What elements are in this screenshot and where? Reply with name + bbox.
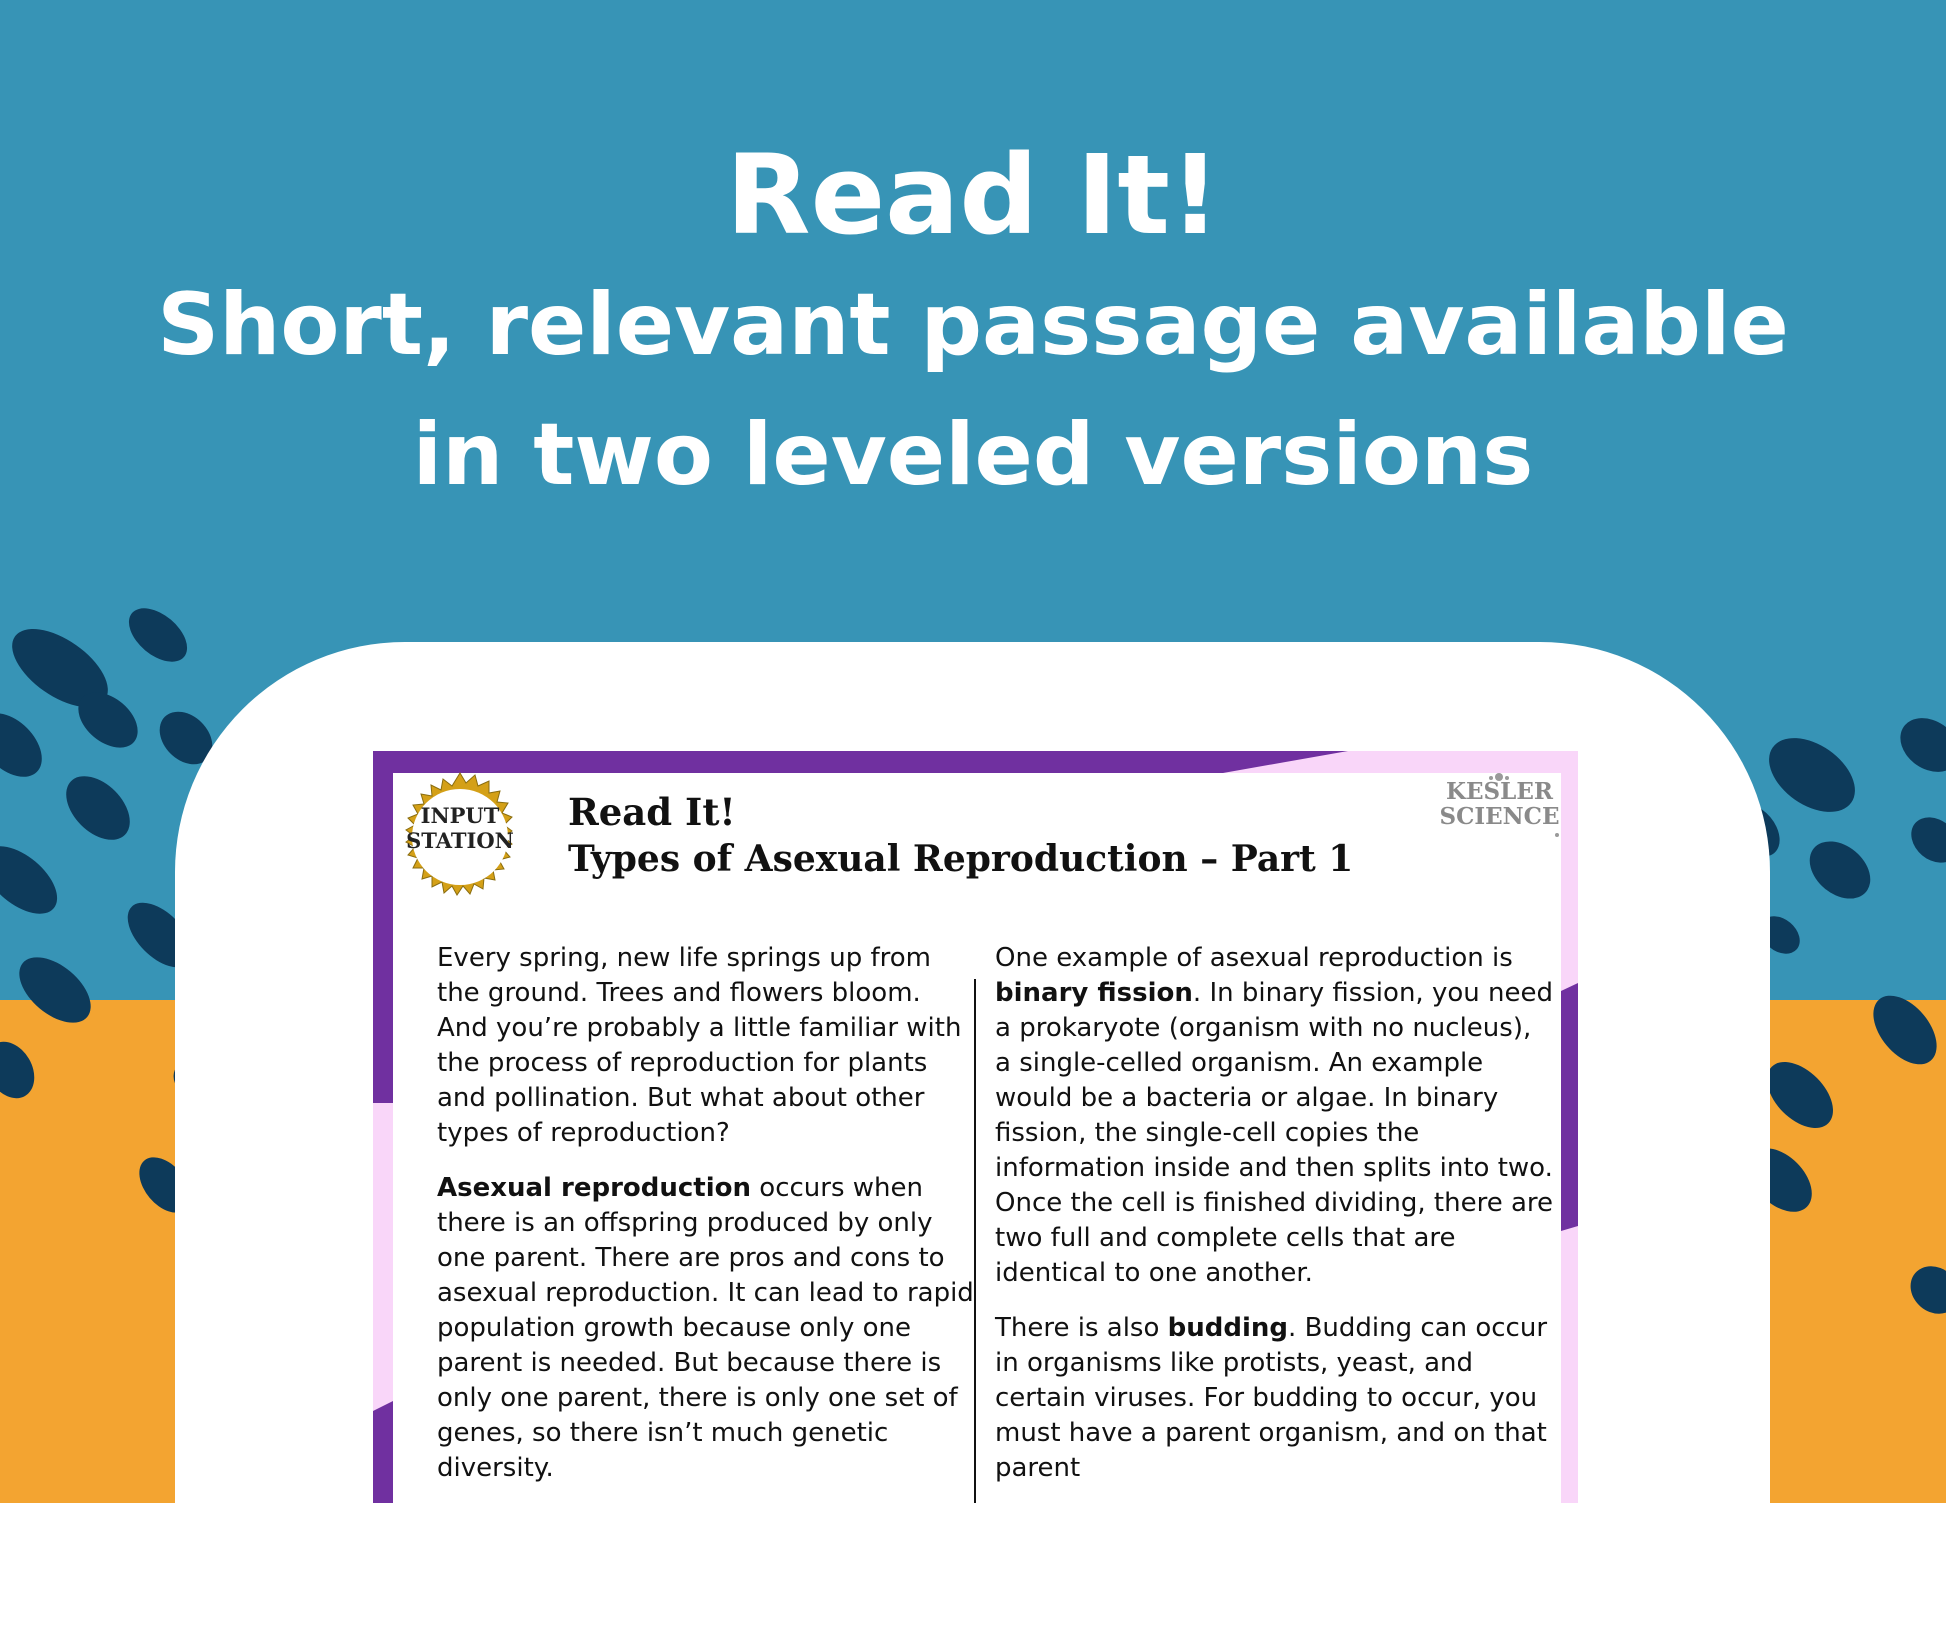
logo-line2: SCIENCE bbox=[1439, 803, 1560, 830]
passage-paragraph bbox=[995, 1311, 1555, 1486]
passage-paragraph bbox=[437, 1171, 977, 1486]
paragraph-text: . Budding can occur in organisms like protists, yeast, and certain viruses. For budding to occur, you must have a parent organism, and on that parent bbox=[995, 1313, 1548, 1483]
headline-title: Read It! bbox=[725, 131, 1221, 259]
headline-subtitle-line1: Short, relevant passage available bbox=[157, 275, 1789, 375]
passage-right-column bbox=[995, 941, 1555, 1503]
logo-text bbox=[1437, 779, 1562, 829]
logo-line1: KESLER bbox=[1446, 778, 1553, 805]
badge-line1: INPUT bbox=[420, 803, 500, 828]
headline bbox=[0, 130, 1946, 520]
passage-left-column bbox=[437, 941, 977, 1503]
key-term: budding bbox=[1167, 1313, 1289, 1343]
key-term: Asexual reproduction bbox=[437, 1173, 752, 1203]
worksheet-title-line2: Types of Asexual Reproduction – Part 1 bbox=[568, 838, 1354, 880]
worksheet-preview bbox=[373, 751, 1578, 1503]
passage-paragraph bbox=[995, 941, 1555, 1291]
badge-text bbox=[391, 803, 529, 853]
key-term: binary fission bbox=[995, 978, 1193, 1008]
paragraph-text: One example of asexual reproduction is bbox=[995, 943, 1513, 973]
paragraph-text: . In binary fission, you need a prokaryote (organism with no nucleus), a single-celled organism. An example would be a bacteria or algae. In binary fission, the single-cell copies the information inside and then splits into two. Once the cell is finished dividing, there are two full and complete cells that are identical to one another. bbox=[995, 978, 1554, 1288]
headline-subtitle-line2: in two leveled versions bbox=[412, 405, 1534, 505]
passage-paragraph: Every spring, new life springs up from the ground. Trees and flowers bloom. And you’re probably a little familiar with the process of reproduction for plants and pollination. But what about other types of reproduction? bbox=[437, 943, 962, 1148]
paragraph-text: occurs when there is an offspring produced by only one parent. There are pros and cons to asexual reproduction. It can lead to rapid population growth because only one parent is needed. But because there is only one parent, there is only one set of genes, so there isn’t much genetic diversity. bbox=[437, 1173, 974, 1483]
badge-line2: STATION bbox=[406, 828, 514, 853]
worksheet-title-line1: Read It! bbox=[568, 790, 736, 834]
worksheet-title bbox=[568, 789, 1368, 883]
paragraph-text: There is also bbox=[995, 1313, 1168, 1343]
